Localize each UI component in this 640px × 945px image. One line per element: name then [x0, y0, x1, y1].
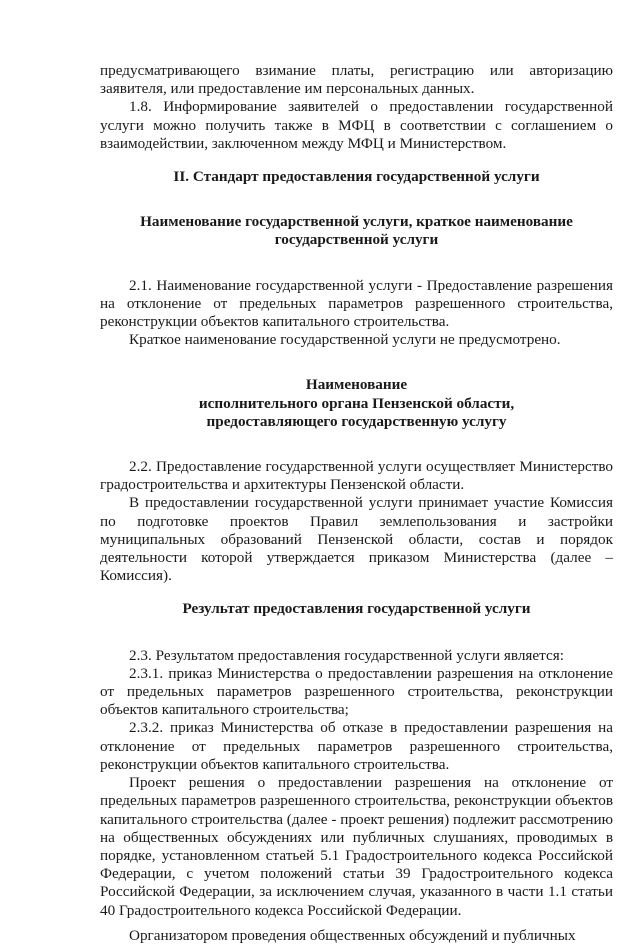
- spacer: [100, 585, 613, 600]
- paragraph-2-3-1: 2.3.1. приказ Министерства о предоставлении разрешения на отклонение от предельных параметров разрешенного строительства, реконструкции объектов капитального строительства;: [100, 664, 613, 719]
- paragraph-1-8: 1.8. Информирование заявителей о предоставлении государственной услуги можно получить также в МФЦ в соответствии с соглашением о взаимодействии, заключенном между МФЦ и Министерством.: [100, 98, 613, 152]
- spacer: [100, 431, 613, 458]
- paragraph-short-name: Краткое наименование государственной услуги не предусмотрено.: [129, 331, 561, 349]
- spacer: [100, 153, 613, 168]
- paragraph-draft-decision: Проект решения о предоставлении разрешения на отклонение от предельных параметров разрешенного строительства, реконструкции объектов капитального строительства (далее - проект решения) подлежит рассмотрению на общественных обсуждениях или публичных слушаниях, проводимых в порядке, установленном статьей 5.1 Градостроительного кодекса Российской Федерации, с учетом положений статьи 39 Градостроительного кодекса Российской Федерации, за исключением случая, указанного в части 1.1 статьи 40 Градостроительного кодекса Российской Федерации.: [100, 774, 613, 919]
- spacer: [100, 920, 613, 927]
- paragraph-2-3-2: 2.3.2. приказ Министерства об отказе в предоставлении разрешения на отклонение от предельных параметров разрешенного строительства, реконструкции объектов капитального строительства.: [100, 719, 613, 773]
- spacer: [100, 619, 613, 647]
- spacer: [100, 186, 613, 213]
- paragraph-2-2: 2.2. Предоставление государственной услуги осуществляет Министерство градостроительства и архитектуры Пензенской области.: [100, 458, 613, 494]
- paragraph-commission: В предоставлении государственной услуги принимает участие Комиссия по подготовке проектов Правил землепользования и застройки муниципальных образований Пензенской области, состав и порядок деятельности которой утверждается приказом Министерства (далее – Комиссия).: [100, 494, 613, 585]
- heading-service-name: Наименование государственной услуги, краткое наименование государственной услуги: [140, 213, 573, 249]
- section-title-standard: II. Стандарт предоставления государственной услуги: [173, 168, 540, 186]
- spacer: [100, 250, 613, 277]
- paragraph-continuation: предусматривающего взимание платы, регистрацию или авторизацию заявителя, или предоставление им персональных данных.: [100, 62, 613, 98]
- paragraph-2-3: 2.3. Результатом предоставления государственной услуги является:: [129, 646, 564, 664]
- heading-service-result: Результат предоставления государственной услуги: [182, 600, 531, 618]
- document-page: [100, 62, 613, 945]
- spacer: [100, 349, 613, 376]
- paragraph-organizer: Организатором проведения общественных обсуждений и публичных: [129, 926, 576, 944]
- heading-executive-organ: Наименование исполнительного органа Пензенской области, предоставляющего государственную услугу: [198, 376, 515, 430]
- paragraph-2-1: 2.1. Наименование государственной услуги - Предоставление разрешения на отклонение от предельных параметров разрешенного строительства, реконструкции объектов капитального строительства.: [100, 276, 613, 331]
